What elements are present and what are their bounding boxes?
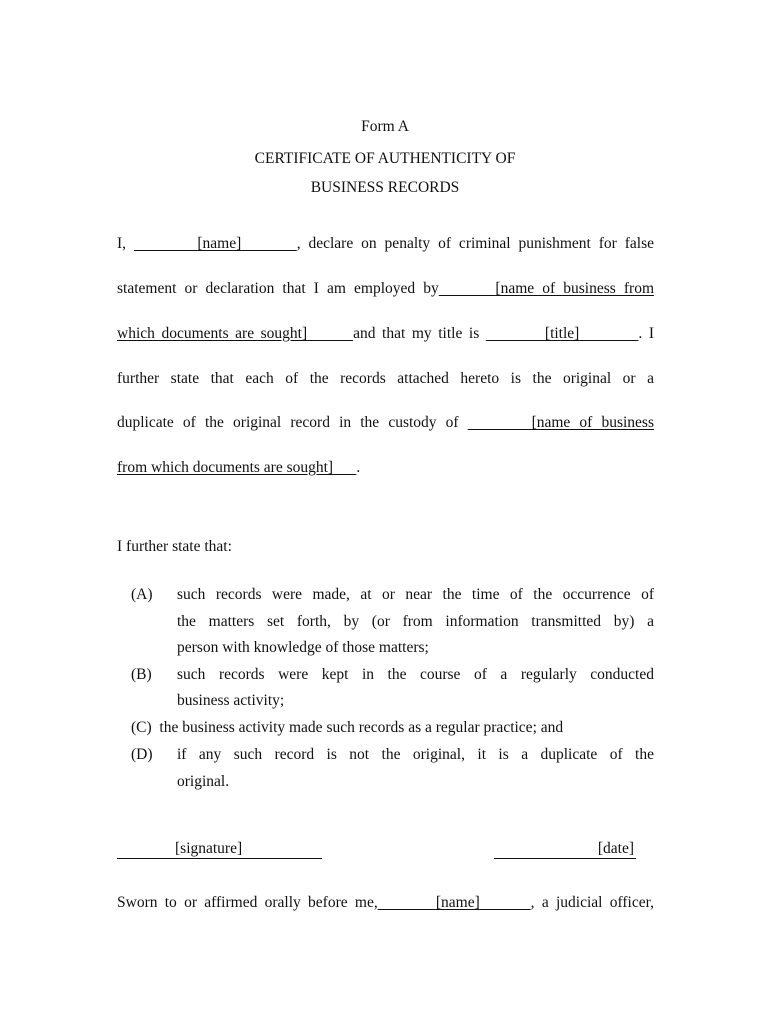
list-item-c: (C) the business activity made such records as a regular practice; and	[131, 719, 564, 736]
custodian-blank: [name of business	[531, 414, 654, 431]
title-blank: [title]	[544, 325, 580, 342]
list-item-a: (A) such records were made, at or near the time of the occurrence of	[131, 586, 654, 603]
signature-line	[117, 840, 322, 859]
custodian-blank-cont: from which documents are sought]	[117, 459, 334, 476]
list-item-a-line2: the matters set forth, by (or from information transmitted by) a	[177, 613, 654, 630]
para1-line1: I, [name] , declare on penalty of criminal punishment for false	[117, 235, 655, 252]
employer-blank: [name of business from	[495, 280, 654, 297]
date-label: [date]	[597, 840, 634, 857]
list-item-d: (D) if any such record is not the original, it is a duplicate of the	[131, 746, 654, 763]
declarant-name-blank: [name]	[197, 235, 242, 252]
further-state-heading: I further state that:	[117, 538, 232, 555]
sworn-line: Sworn to or affirmed orally before me, [name] , a judicial officer,	[117, 894, 655, 911]
list-item-d-line2: original.	[177, 773, 230, 790]
para1-line5: duplicate of the original record in the custody of [name of business	[117, 414, 654, 431]
list-item-b-line2: business activity;	[177, 692, 285, 709]
form-label: Form A	[361, 118, 409, 135]
list-item-b: (B) such records were kept in the course of a regularly conducted	[131, 666, 654, 683]
date-line	[494, 840, 636, 859]
title-line-2: BUSINESS RECORDS	[310, 179, 460, 196]
title-line-1: CERTIFICATE OF AUTHENTICITY OF	[254, 150, 516, 167]
signature-label: [signature]	[175, 840, 243, 857]
judicial-officer-name-blank: [name]	[435, 894, 480, 911]
para1-line6: from which documents are sought] .	[117, 459, 361, 476]
para1-line2: statement or declaration that I am employed by [name of business from	[117, 280, 654, 297]
employer-blank-cont: which documents are sought]	[117, 325, 308, 342]
para1-line3: which documents are sought] and that my title is [title] . I	[117, 325, 655, 342]
para1-line4: further state that each of the records attached hereto is the original or a	[117, 370, 654, 387]
list-item-a-line3: person with knowledge of those matters;	[177, 639, 429, 656]
